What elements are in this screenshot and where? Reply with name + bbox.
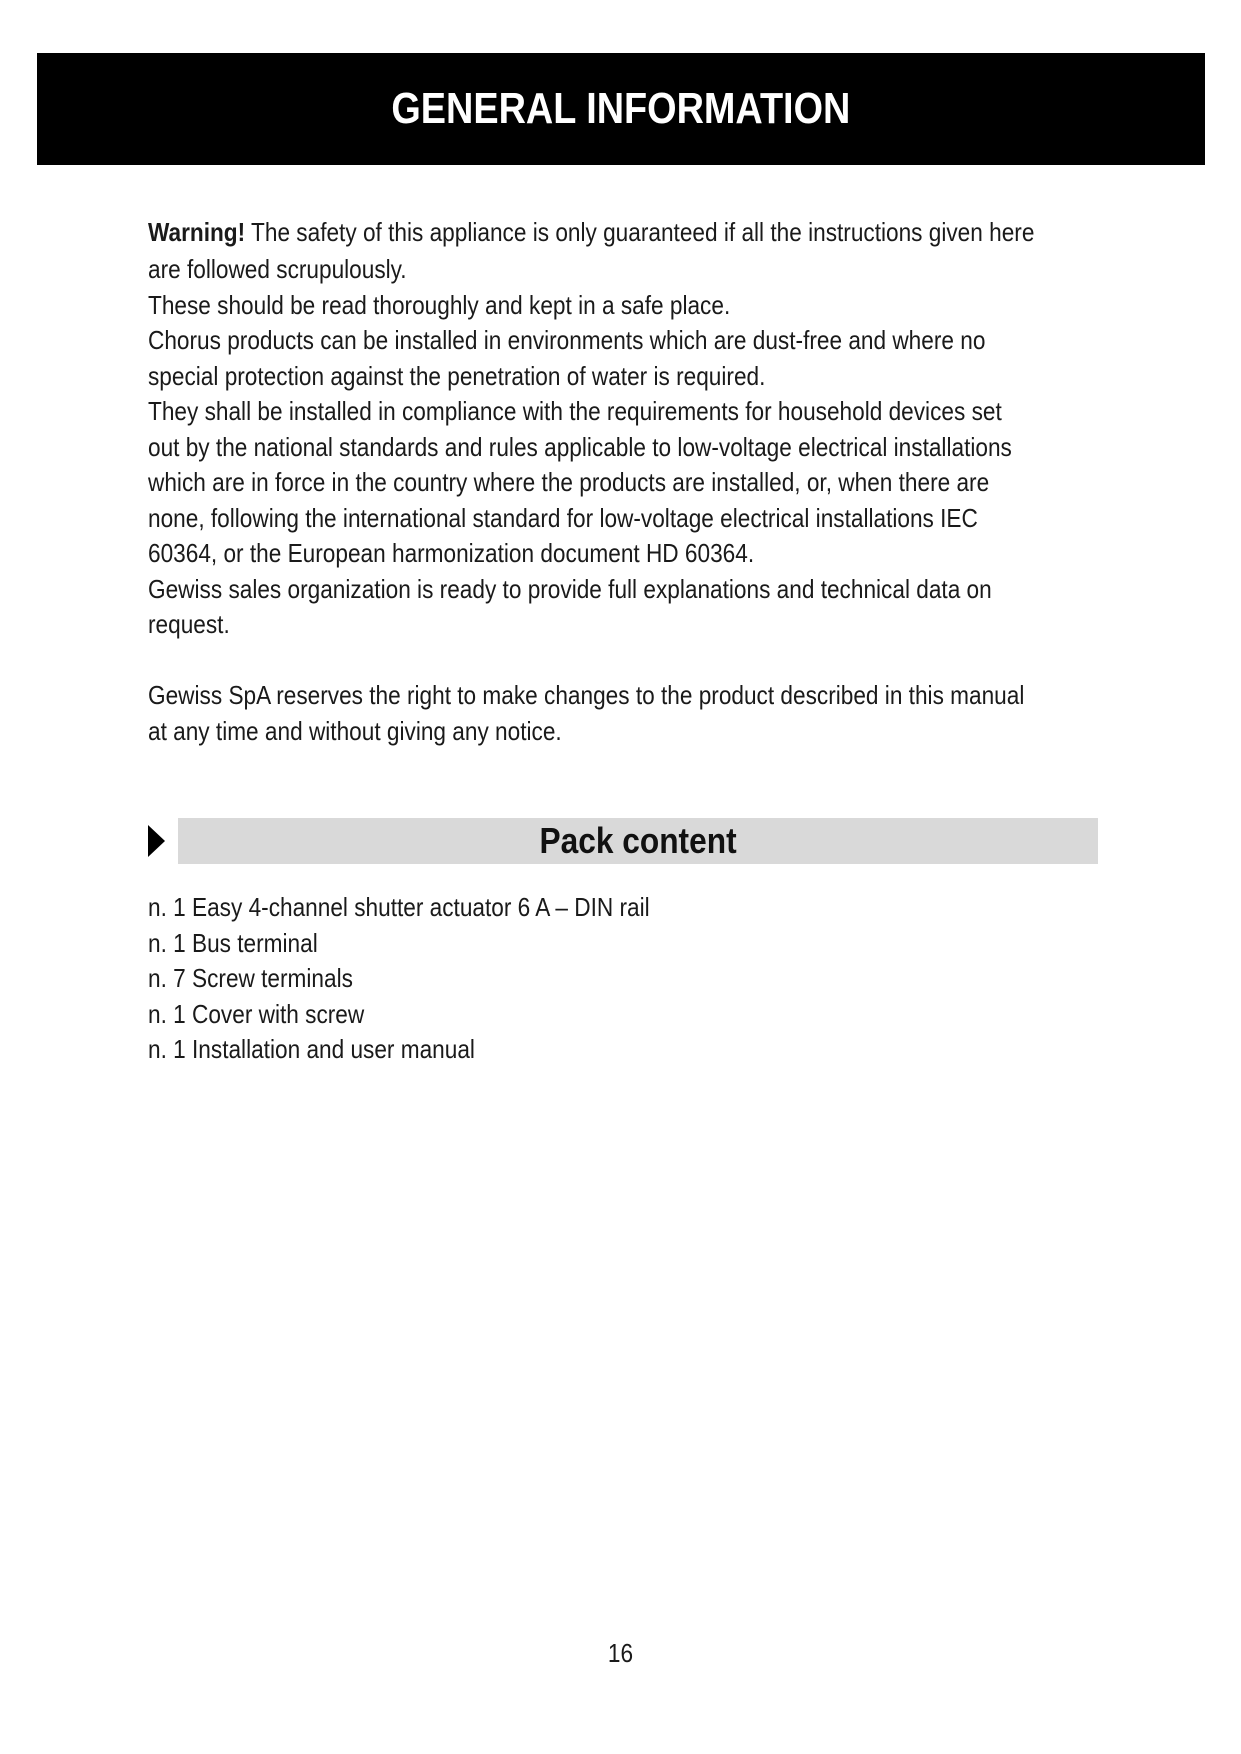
text-line: Gewiss sales organization is ready to provide full explanations and technical data on [148, 573, 992, 604]
page-title: GENERAL INFORMATION [391, 84, 851, 133]
list-item: n. 1 Easy 4-channel shutter actuator 6 A – DIN rail [148, 892, 650, 922]
text-line: request. [148, 609, 230, 639]
header-bar [37, 53, 1205, 165]
text-line: special protection against the penetration of water is required. [148, 360, 766, 391]
warning-paragraph-line [148, 212, 1035, 252]
page-number-text: 16 [607, 1638, 634, 1668]
list-item: n. 7 Screw terminals [148, 963, 353, 993]
text-line: They shall be installed in compliance with the requirements for household devices set [148, 396, 1002, 426]
text-line: Chorus products can be installed in environments which are dust-free and where no [148, 325, 986, 355]
paragraph-spacer [148, 643, 1128, 679]
list-item: n. 1 Installation and user manual [148, 1034, 475, 1064]
section-title-bar [178, 818, 1098, 864]
page-number [0, 1638, 1241, 1669]
text-line: 60364, or the European harmonization document HD 60364. [148, 538, 755, 568]
notice-line: Gewiss SpA reserves the right to make changes to the product described in this manual [148, 680, 1025, 710]
general-information-text [148, 212, 1128, 749]
triangle-right-icon [148, 825, 165, 857]
warning-label: Warning! [148, 217, 246, 247]
warning-text: The safety of this appliance is only guaranteed if all the instructions given here [245, 217, 1035, 247]
text-line: These should be read thoroughly and kept in a safe place. [148, 289, 731, 320]
section-title: Pack content [539, 820, 737, 861]
notice-line: at any time and without giving any notice. [148, 715, 562, 746]
text-line: none, following the international standard for low-voltage electrical installations IEC [148, 502, 978, 533]
text-line: are followed scrupulously. [148, 254, 407, 284]
pack-content-heading [148, 818, 1098, 864]
list-item: n. 1 Cover with screw [148, 998, 365, 1029]
text-line: which are in force in the country where the products are installed, or, when there are [148, 467, 990, 497]
text-line: out by the national standards and rules applicable to low-voltage electrical installations [148, 431, 1012, 462]
list-item: n. 1 Bus terminal [148, 927, 318, 958]
pack-content-list [148, 890, 725, 1068]
